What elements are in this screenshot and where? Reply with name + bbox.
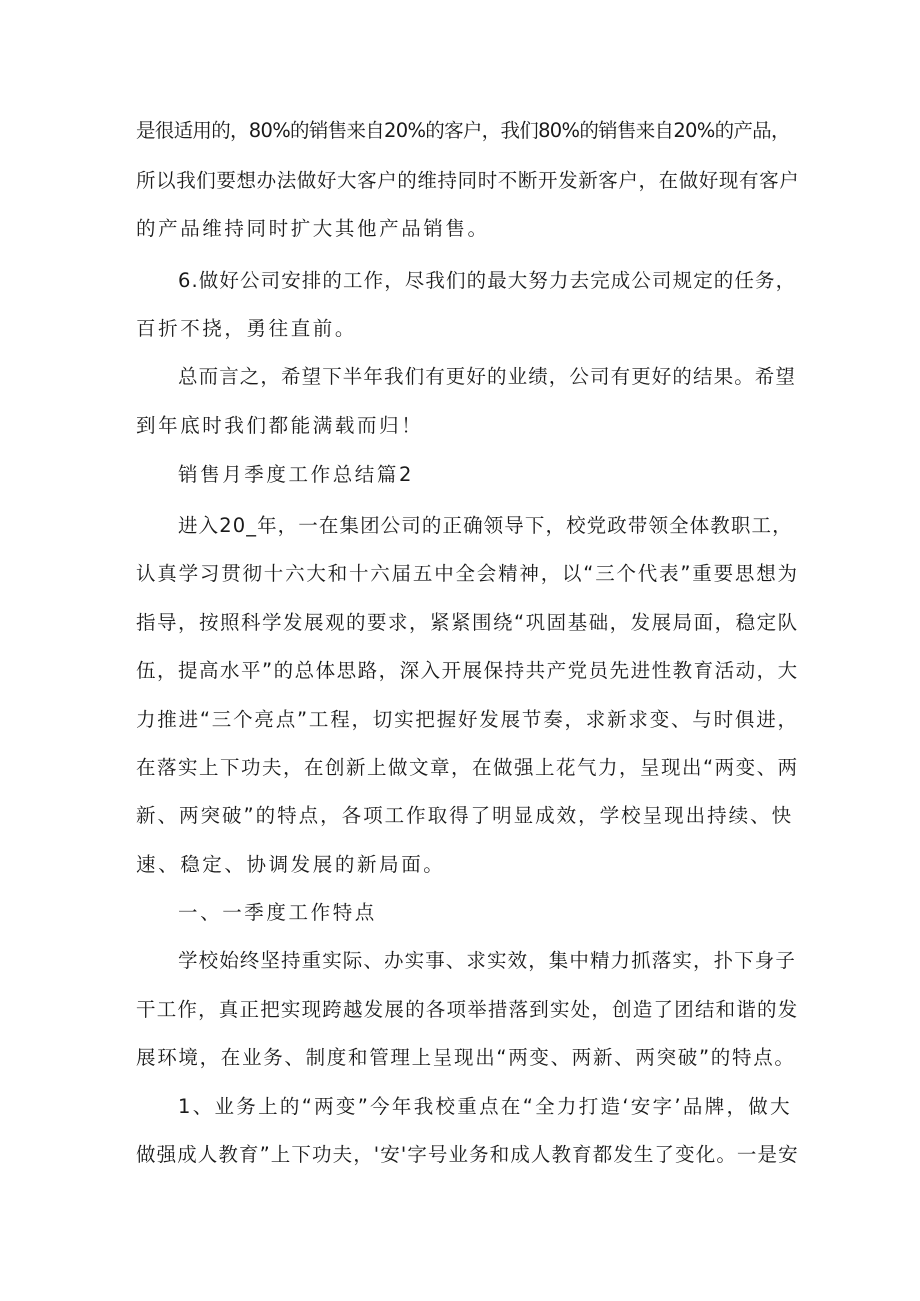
paragraph-first-line: 学校始终坚持重实际、办实事、求实效，集中精力抓落实，扑下身子 — [178, 949, 797, 972]
text-line: 干工作，真正把实现跨越发展的各项举措落到实处，创造了团结和谐的发 — [136, 998, 799, 1021]
section-heading: 一、一季度工作特点 — [178, 901, 377, 924]
text-line: 展环境，在业务、制度和管理上呈现出“两变、两新、两突破”的特点。 — [136, 1046, 796, 1069]
text-line: 的产品维持同时扩大其他产品销售。 — [136, 217, 490, 240]
text-line: 做强成人教育”上下功夫，'安'字号业务和成人教育都发生了变化。一是安 — [136, 1143, 799, 1166]
text-line: 新、两突破”的特点，各项工作取得了明显成效，学校呈现出持续、快 — [136, 804, 794, 827]
text-line: 所以我们要想办法做好大客户的维持同时不断开发新客户，在做好现有客户 — [136, 169, 800, 192]
text-line: 到年底时我们都能满载而归！ — [136, 414, 424, 437]
paragraph-first-line: 总而言之，希望下半年我们有更好的业绩，公司有更好的结果。希望 — [178, 365, 797, 388]
paragraph-first-line: 进入20_年，一在集团公司的正确领导下，校党政带领全体教职工， — [178, 514, 793, 537]
text-line: 速、稳定、协调发展的新局面。 — [136, 853, 446, 876]
text-line: 是很适用的，80%的销售来自20%的客户，我们80%的销售来自20%的产品， — [136, 119, 790, 142]
text-line: 伍，提高水平”的总体思路，深入开展保持共产党员先进性教育活动，大 — [136, 659, 799, 682]
section-heading: 销售月季度工作总结篇2 — [178, 463, 415, 486]
paragraph-first-line: 6.做好公司安排的工作，尽我们的最大努力去完成公司规定的任务， — [178, 269, 797, 292]
text-line: 在落实上下功夫，在创新上做文章，在做强上花气力，呈现出“两变、两 — [136, 756, 799, 779]
text-line: 认真学习贯彻十六大和十六届五中全会精神，以“三个代表”重要思想为 — [136, 562, 799, 585]
text-line: 百折不挠，勇往直前。 — [136, 317, 358, 340]
text-line: 指导，按照科学发展观的要求，紧紧围绕“巩固基础，发展局面，稳定队 — [136, 611, 799, 634]
paragraph-first-line: 1、业务上的“两变”今年我校重点在“全力打造‘安字’品牌，做大 — [178, 1095, 792, 1118]
text-line: 力推进“三个亮点”工程，切实把握好发展节奏，求新求变、与时俱进， — [136, 708, 799, 731]
